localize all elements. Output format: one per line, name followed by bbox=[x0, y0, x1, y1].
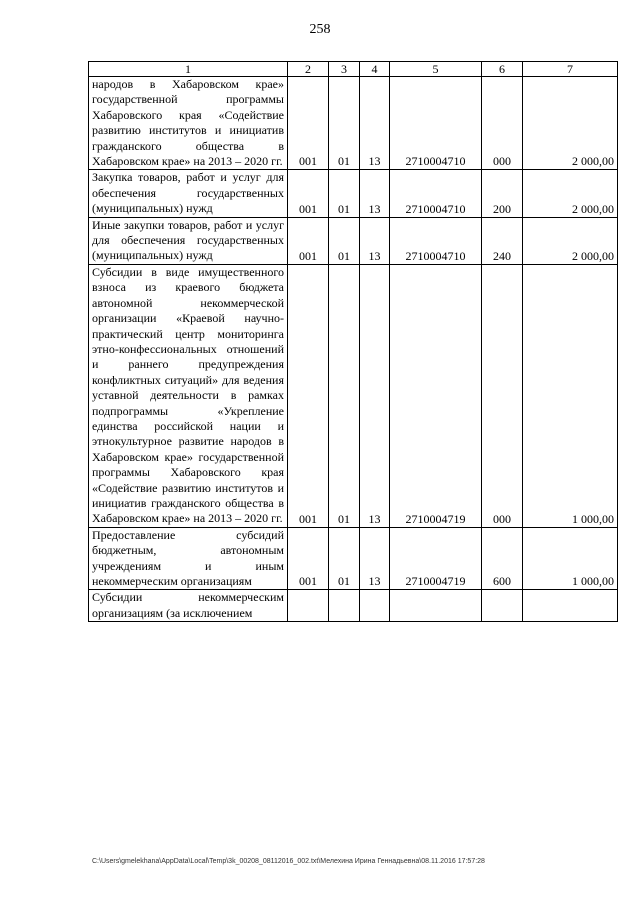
col-4-value: 13 bbox=[360, 527, 390, 590]
col-7-value: 2 000,00 bbox=[523, 170, 618, 217]
col-5-value bbox=[390, 590, 482, 622]
col-6-value: 000 bbox=[482, 264, 523, 527]
row-description: Субсидии в виде имущественного взноса из краевого бюджета автономной некоммерческой организации «Краевой научно-практический центр мониторинга этно-конфессиональных отношений и раннего предупреждения конфликтных ситуаций» для ведения уставной деятельности в рамках подпрограммы «Укрепление единства российской нации и этнокультурное развитие народов в Хабаровском крае» государственной программы Хабаровского края «Содействие развитию институтов и инициатив гражданского общества в Хабаровском крае» на 2013 – 2020 гг. bbox=[89, 264, 288, 527]
header-col-5: 5 bbox=[390, 62, 482, 77]
col-3-value: 01 bbox=[329, 527, 360, 590]
col-6-value bbox=[482, 590, 523, 622]
col-4-value: 13 bbox=[360, 170, 390, 217]
col-3-value: 01 bbox=[329, 264, 360, 527]
col-4-value bbox=[360, 590, 390, 622]
page-number: 258 bbox=[309, 22, 331, 37]
col-2-value: 001 bbox=[288, 527, 329, 590]
header-col-4: 4 bbox=[360, 62, 390, 77]
col-3-value: 01 bbox=[329, 217, 360, 264]
col-2-value: 001 bbox=[288, 217, 329, 264]
col-7-value bbox=[523, 590, 618, 622]
col-2-value: 001 bbox=[288, 77, 329, 170]
col-7-value: 1 000,00 bbox=[523, 264, 618, 527]
col-2-value: 001 bbox=[288, 264, 329, 527]
col-4-value: 13 bbox=[360, 77, 390, 170]
budget-table bbox=[88, 61, 618, 622]
header-col-6: 6 bbox=[482, 62, 523, 77]
col-6-value: 600 bbox=[482, 527, 523, 590]
table-row bbox=[89, 527, 618, 590]
row-description: народов в Хабаровском крае» государственной программы Хабаровского края «Содействие развитию институтов и инициатив гражданского общества в Хабаровском крае» на 2013 – 2020 гг. bbox=[89, 77, 288, 170]
col-3-value: 01 bbox=[329, 77, 360, 170]
col-4-value: 13 bbox=[360, 264, 390, 527]
col-6-value: 000 bbox=[482, 77, 523, 170]
row-description: Иные закупки товаров, работ и услуг для обеспечения государственных (муниципальных) нужд bbox=[89, 217, 288, 264]
header-col-3: 3 bbox=[329, 62, 360, 77]
col-5-value: 2710004710 bbox=[390, 170, 482, 217]
header-row bbox=[89, 62, 618, 77]
col-7-value: 1 000,00 bbox=[523, 527, 618, 590]
row-description: Закупка товаров, работ и услуг для обеспечения государственных (муниципальных) нужд bbox=[89, 170, 288, 217]
col-3-value: 01 bbox=[329, 170, 360, 217]
row-description: Субсидии некоммерческим организациям (за исключением bbox=[89, 590, 288, 622]
col-5-value: 2710004710 bbox=[390, 217, 482, 264]
col-3-value bbox=[329, 590, 360, 622]
col-2-value: 001 bbox=[288, 170, 329, 217]
col-2-value bbox=[288, 590, 329, 622]
col-5-value: 2710004710 bbox=[390, 77, 482, 170]
col-7-value: 2 000,00 bbox=[523, 77, 618, 170]
row-description: Предоставление субсидий бюджетным, автономным учреждениям и иным некоммерческим организациям bbox=[89, 527, 288, 590]
col-6-value: 200 bbox=[482, 170, 523, 217]
header-col-2: 2 bbox=[288, 62, 329, 77]
table-row bbox=[89, 217, 618, 264]
header-col-1: 1 bbox=[89, 62, 288, 77]
header-col-7: 7 bbox=[523, 62, 618, 77]
table-row bbox=[89, 264, 618, 527]
table-row bbox=[89, 170, 618, 217]
table-row bbox=[89, 77, 618, 170]
col-6-value: 240 bbox=[482, 217, 523, 264]
col-4-value: 13 bbox=[360, 217, 390, 264]
file-path-footer: C:\Users\gmelekhana\AppData\Local\Temp\3k_00208_08112016_002.txt\Мелехина Ирина Геннадьевна\08.11.2016 17:57:28 bbox=[92, 858, 485, 865]
col-5-value: 2710004719 bbox=[390, 264, 482, 527]
col-5-value: 2710004719 bbox=[390, 527, 482, 590]
col-7-value: 2 000,00 bbox=[523, 217, 618, 264]
table-row bbox=[89, 590, 618, 622]
